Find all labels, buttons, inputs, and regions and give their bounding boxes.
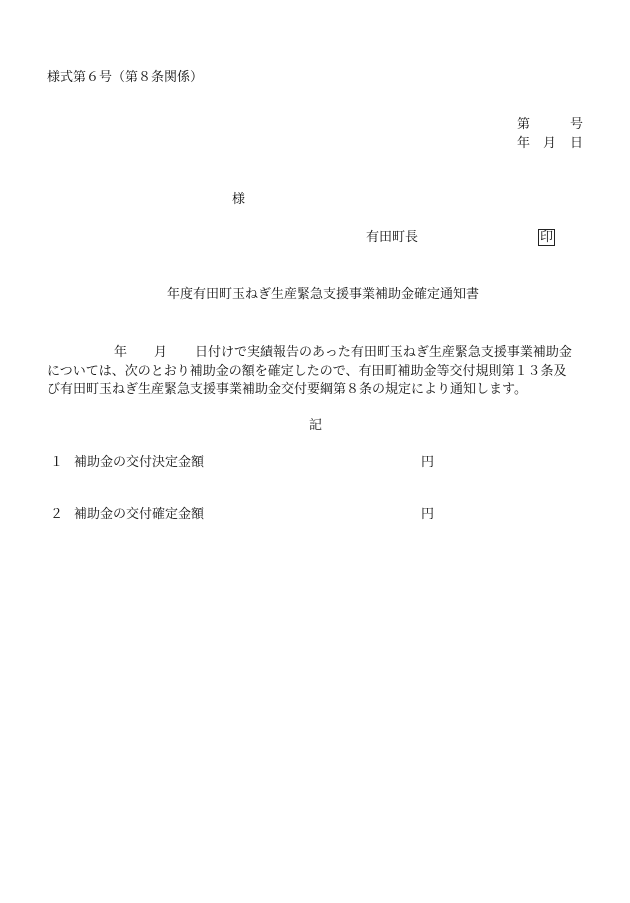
item-label: 補助金の交付決定金額 <box>74 455 205 470</box>
item-unit: 円 <box>421 507 435 522</box>
item-number: ２ <box>50 507 64 522</box>
date-month: 月 <box>543 136 557 151</box>
body-month: 月 <box>154 345 168 360</box>
ki-heading: 記 <box>309 418 323 433</box>
date-year: 年 <box>517 136 531 151</box>
document-title: 年度有田町玉ねぎ生産緊急支援事業補助金確定通知書 <box>167 287 480 302</box>
body-line-2: については、次のとおり補助金の額を確定したので、有田町補助金等交付規則第１３条及 <box>47 364 567 379</box>
seal-box: 印 <box>540 230 554 245</box>
seal-mark <box>538 229 555 246</box>
doc-number-suffix: 号 <box>570 117 584 132</box>
item-number: １ <box>50 455 64 470</box>
date-day: 日 <box>570 136 584 151</box>
item-label: 補助金の交付確定金額 <box>74 507 205 522</box>
addressee-suffix: 様 <box>232 192 246 207</box>
item-unit: 円 <box>421 455 435 470</box>
form-number: 様式第６号（第８条関係） <box>47 70 204 85</box>
body-line-3: び有田町玉ねぎ生産緊急支援事業補助金交付要綱第８条の規定により通知します。 <box>47 382 527 397</box>
doc-number-prefix: 第 <box>517 117 531 132</box>
body-year: 年 <box>114 345 128 360</box>
issuer-name: 有田町長 <box>366 230 419 245</box>
body-line-1-rest: 日付けで実績報告のあった有田町玉ねぎ生産緊急支援事業補助金 <box>195 345 572 360</box>
